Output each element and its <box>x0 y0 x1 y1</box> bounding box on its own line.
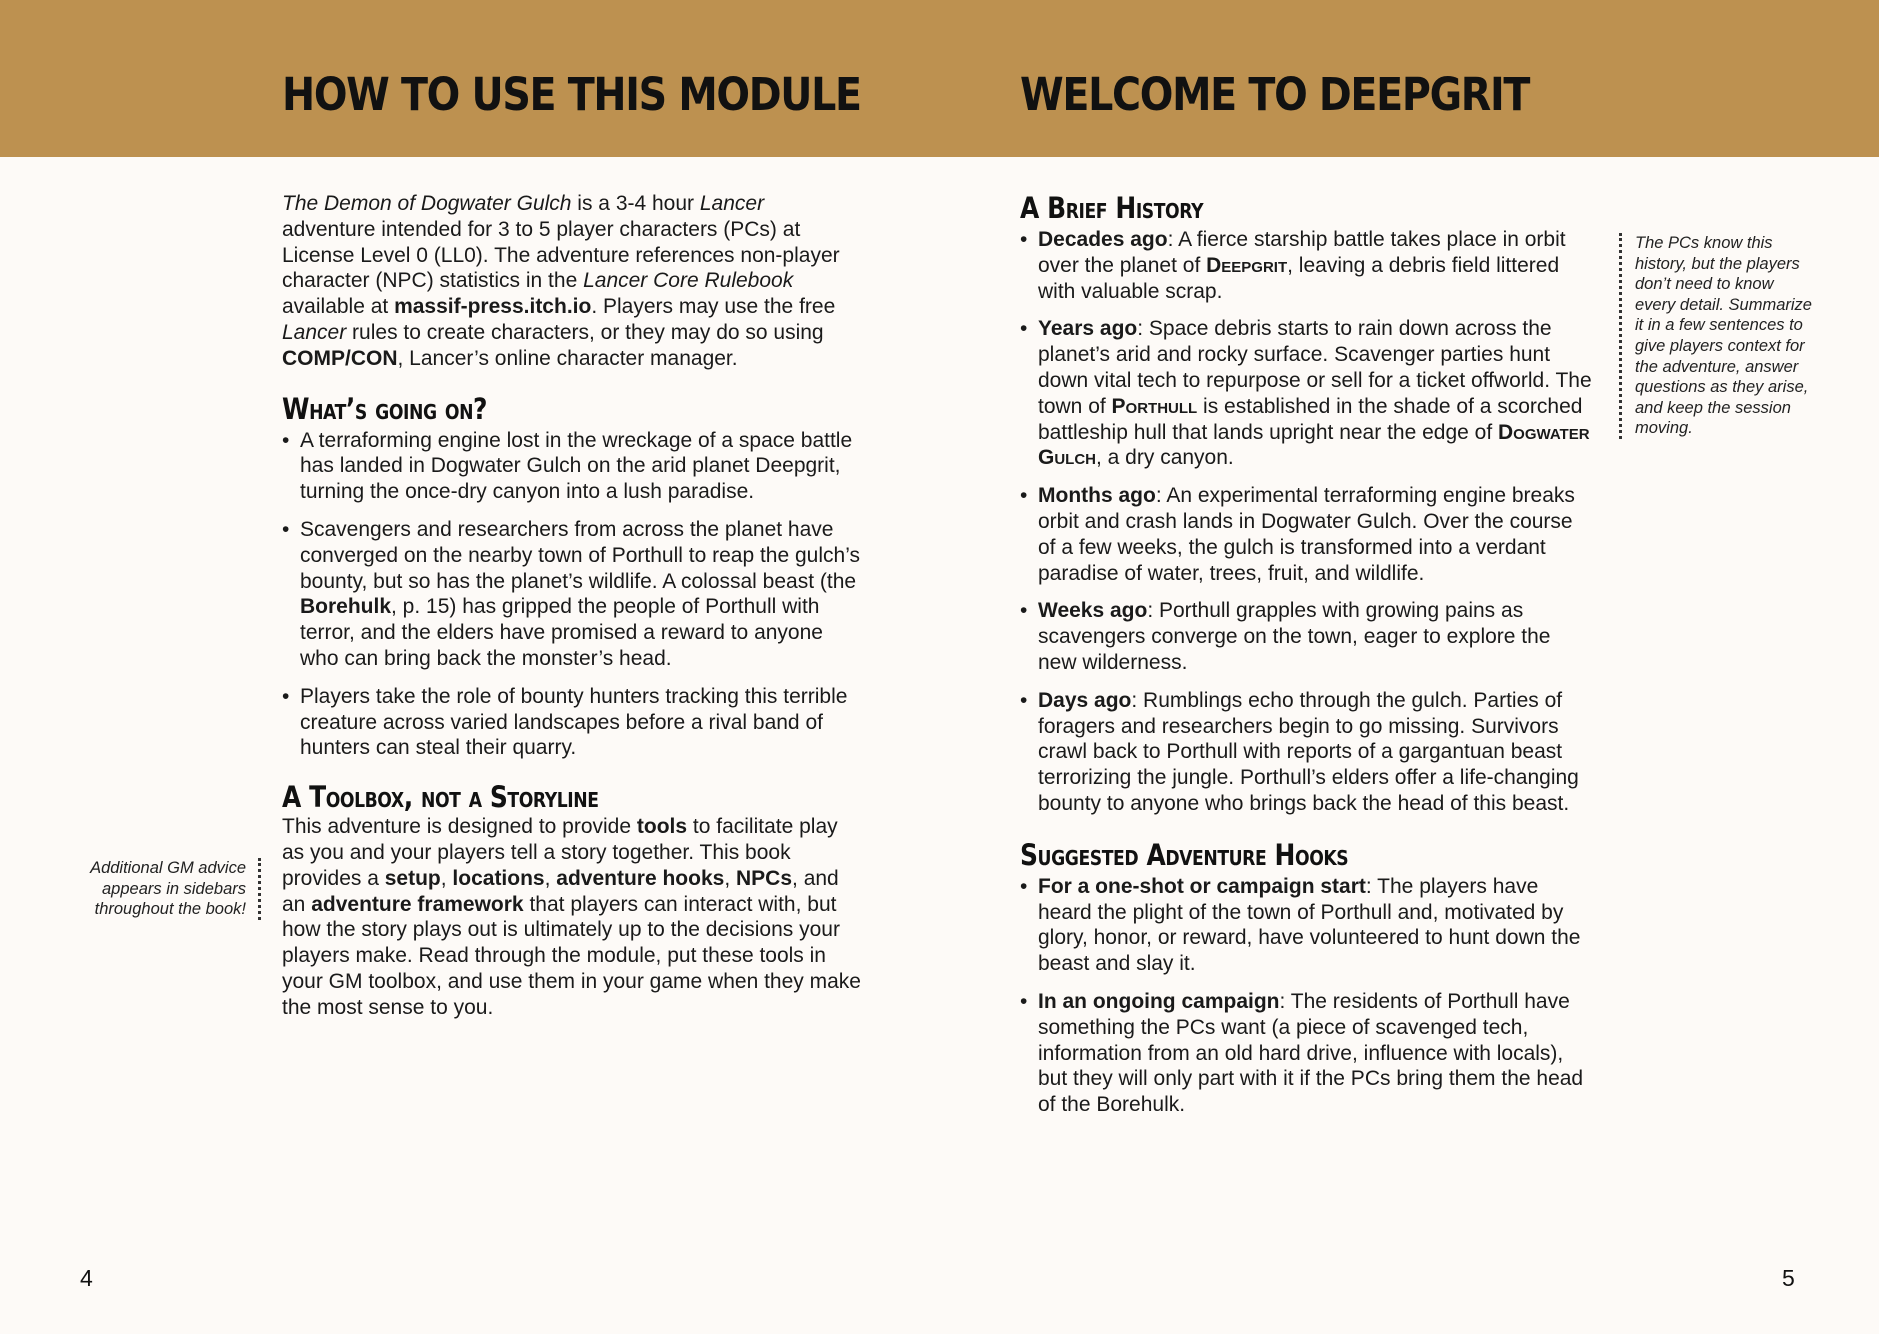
bold-text: Borehulk <box>300 595 392 619</box>
text-run: that players can interact with, but how the story plays out is ultimately up to the decisions your players make. Read through the module, put these tools in your GM toolbox, and use them in your game when they make the most sense to you. <box>282 892 861 1019</box>
section-heading-history: A Brief History <box>1020 191 1204 225</box>
bold-text: In an ongoing campaign <box>1038 989 1280 1013</box>
bold-text: Years ago <box>1038 317 1138 341</box>
page-number-left: 4 <box>80 1265 93 1291</box>
text-run: Players take the role of bounty hunters tracking this terrible creature across varied landscapes before a rival band of hunters can steal their quarry. <box>300 684 848 760</box>
text-run: available at <box>282 295 395 319</box>
sidebar-note-left: Additional GM advice appears in sidebars throughout the book! <box>60 858 261 920</box>
bold-text: adventure framework <box>311 892 524 916</box>
section-heading-whats-going-on: What’s going on? <box>282 391 488 426</box>
text-run: to facilitate play as you and your players tell a story together. This book provides a <box>282 815 838 890</box>
bold-text: NPCs <box>736 866 793 890</box>
text-run: A terraforming engine lost in the wreckage of a space battle has landed in Dogwater Gulch on the arid planet Deepgrit, turning the once-dry canyon into a lush paradise. <box>300 428 853 504</box>
text-run: adventure intended for 3 to 5 player characters (PCs) at License Level 0 (LL0). The adventure references non-player character (NPC) statistics in the <box>282 217 840 293</box>
text-run: : A fierce starship battle takes place in orbit over the planet of <box>1038 228 1566 277</box>
hooks-list <box>1020 874 1592 1118</box>
whats-going-on-list <box>282 428 862 762</box>
italic-text: Lancer <box>699 192 765 215</box>
text-run: , and an <box>282 866 839 916</box>
text-run: : Space debris starts to rain down across the planet’s arid and rocky surface. Scavenger parties hunt down vital tech to repurpose or sell for a ticket offworld. The town of <box>1038 317 1592 418</box>
italic-text: Lancer Core Rulebook <box>583 269 794 293</box>
left-column <box>282 191 862 1021</box>
italic-text: The Demon of Dogwater Gulch <box>282 192 572 215</box>
list-item <box>282 428 862 505</box>
text-run: , leaving a debris field littered with valuable scrap. <box>1038 253 1560 303</box>
right-column <box>1020 191 1592 1118</box>
place-name: Dogwater Gulch <box>1038 420 1590 470</box>
text-run: , <box>440 866 453 890</box>
list-item <box>1020 688 1592 817</box>
bold-text: massif-press.itch.io <box>394 295 592 319</box>
place-name: Porthull <box>1111 394 1198 418</box>
text-run: : The residents of Porthull have something the PCs want (a piece of scavenged tech, information from an old hard drive, influence with locals), but they will only part with it if the PCs bring them the head of the Borehulk. <box>1038 989 1584 1117</box>
history-list <box>1020 227 1592 817</box>
text-run: rules to create characters, or they may do so using <box>346 320 824 344</box>
text-run: : Rumblings echo through the gulch. Parties of foragers and researchers begin to go missing. Survivors crawl back to Porthull with reports of a gargantuan beast terrorizing the jungle. Porthull’s elders offer a life-changing bounty to anyone who brings back the head of this beast. <box>1038 688 1579 815</box>
text-run: : The players have heard the plight of the town of Porthull and, motivated by glory, honor, or reward, have volunteered to hunt down the beast and slay it. <box>1038 874 1581 976</box>
page-title-right: WELCOME TO DEEPGRIT <box>1020 68 1530 121</box>
text-run: , Lancer’s online character manager. <box>397 346 738 370</box>
page-title-left: HOW TO USE THIS MODULE <box>282 68 861 121</box>
page-number-right: 5 <box>1782 1265 1795 1291</box>
place-name: Deepgrit <box>1206 253 1288 277</box>
bold-text: locations <box>452 866 545 890</box>
toolbox-paragraph <box>282 814 862 1020</box>
text-run: : Porthull grapples with growing pains as scavengers converge on the town, eager to explore the new wilderness. <box>1038 599 1551 674</box>
list-item <box>1020 227 1592 304</box>
list-item <box>1020 316 1592 471</box>
text-run: Scavengers and researchers from across the planet have converged on the nearby town of Porthull to reap the gulch’s bounty, but so has the planet’s wildlife. A colossal beast (the <box>300 517 860 593</box>
list-item <box>1020 598 1592 675</box>
text-run: , <box>544 866 557 890</box>
sidebar-note-right: The PCs know this history, but the players don’t need to know every detail. Summarize it in a few sentences to give players context for the adventure, answer questions as they arise, and keep the session moving. <box>1619 233 1813 439</box>
text-run: , a dry canyon. <box>1096 446 1234 470</box>
bold-text: COMP/CON <box>282 346 398 370</box>
list-item <box>282 517 862 672</box>
text-run: : An experimental terraforming engine breaks orbit and crash lands in Dogwater Gulch. Over the course of a few weeks, the gulch is transformed into a verdant paradise of water, trees, fruit, and wildlife. <box>1038 484 1575 585</box>
section-heading-hooks: Suggested Adventure Hooks <box>1020 837 1349 872</box>
text-run: , <box>724 866 736 890</box>
text-run: is established in the shade of a scorched battleship hull that lands upright near the edge of <box>1038 394 1583 444</box>
bold-text: tools <box>636 815 688 839</box>
bold-text: For a one-shot or campaign start <box>1038 874 1366 898</box>
list-item <box>1020 483 1592 586</box>
bold-text: Days ago <box>1038 688 1132 712</box>
bold-text: Decades ago <box>1038 228 1168 251</box>
text-run: This adventure is designed to provide <box>282 815 637 839</box>
bold-text: setup <box>384 866 441 890</box>
section-heading-toolbox: A Toolbox, not a Storyline <box>282 780 599 815</box>
bold-text: adventure hooks <box>556 866 725 890</box>
bold-text: Weeks ago <box>1038 599 1148 623</box>
text-run: is a 3-4 hour <box>571 192 700 215</box>
list-item <box>1020 874 1592 977</box>
text-run: , p. 15) has gripped the people of Porthull with terror, and the elders have promised a reward to anyone who can bring back the monster’s head. <box>300 595 823 670</box>
italic-text: Lancer <box>282 320 347 344</box>
list-item <box>1020 989 1592 1118</box>
text-run: . Players may use the free <box>591 295 836 319</box>
intro-paragraph <box>282 191 862 372</box>
bold-text: Months ago <box>1038 484 1156 508</box>
list-item <box>282 684 862 761</box>
